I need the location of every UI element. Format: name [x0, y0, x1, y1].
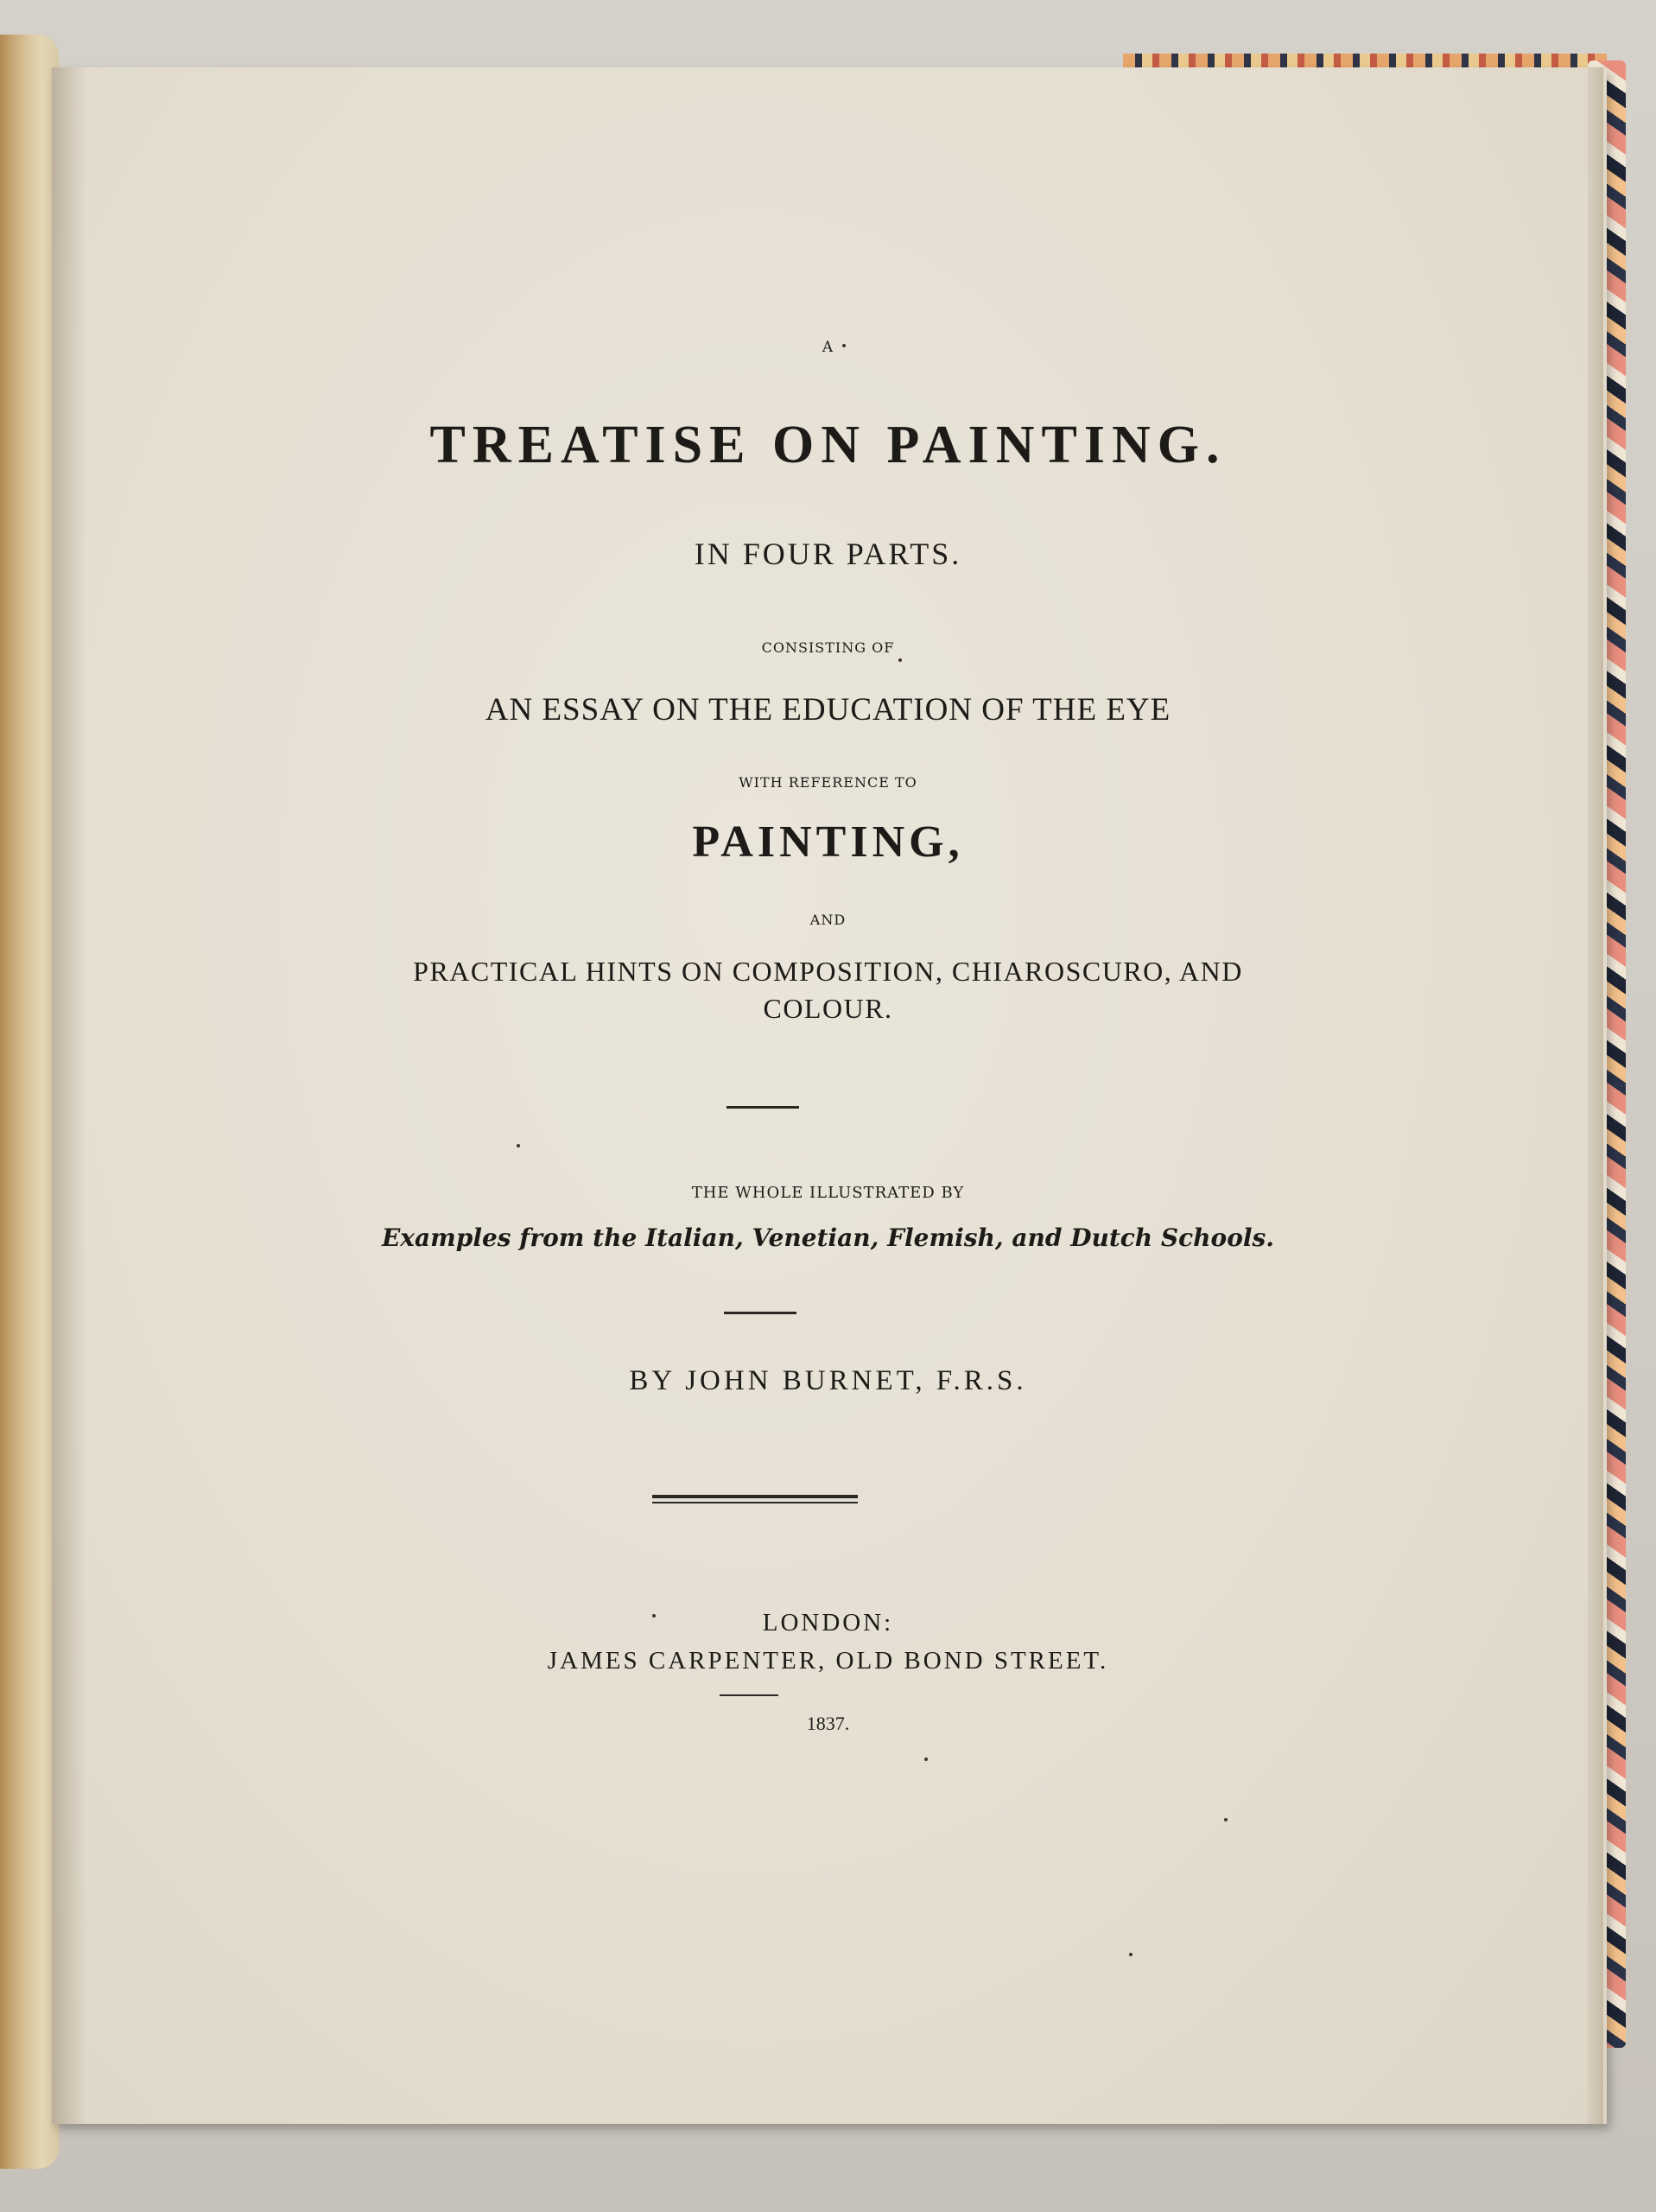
illustrated-line: THE WHOLE ILLUSTRATED BY — [691, 1184, 965, 1202]
rule-1 — [726, 1106, 799, 1109]
with-reference: WITH REFERENCE TO — [739, 774, 917, 791]
imprint-year: 1837. — [806, 1713, 850, 1734]
title-article: A — [822, 339, 834, 356]
page-edge — [1588, 67, 1603, 2124]
imprint-publisher: JAMES CARPENTER, OLD BOND STREET. — [547, 1647, 1109, 1675]
foxing-speck — [1129, 1953, 1133, 1956]
foxing-speck — [1224, 1818, 1228, 1821]
rule-3 — [720, 1694, 778, 1696]
foxing-speck — [924, 1758, 928, 1761]
foxing-speck — [517, 1144, 520, 1147]
consisting-of: CONSISTING OF — [761, 639, 895, 656]
foxing-speck — [652, 1614, 656, 1618]
painting-heading: PAINTING, — [692, 817, 964, 867]
and-line: AND — [809, 912, 847, 928]
author-line: BY JOHN BURNET, F.R.S. — [629, 1365, 1027, 1396]
book-subtitle: IN FOUR PARTS. — [694, 537, 962, 571]
book-title: TREATISE ON PAINTING. — [429, 416, 1227, 474]
examples-line: Examples from the Italian, Venetian, Flemish, and Dutch Schools. — [381, 1224, 1275, 1252]
essay-line: AN ESSAY ON THE EDUCATION OF THE EYE — [485, 692, 1171, 728]
gutter-shadow — [52, 67, 86, 2124]
rule-2 — [724, 1312, 796, 1314]
hints-line-2: COLOUR. — [763, 993, 893, 1024]
title-page — [52, 67, 1607, 2124]
foxing-speck — [842, 344, 846, 347]
hints-line-1: PRACTICAL HINTS ON COMPOSITION, CHIAROSCURO, AND — [413, 956, 1243, 987]
imprint-place: LONDON: — [762, 1609, 894, 1637]
double-rule — [652, 1495, 858, 1503]
foxing-speck — [898, 658, 902, 662]
